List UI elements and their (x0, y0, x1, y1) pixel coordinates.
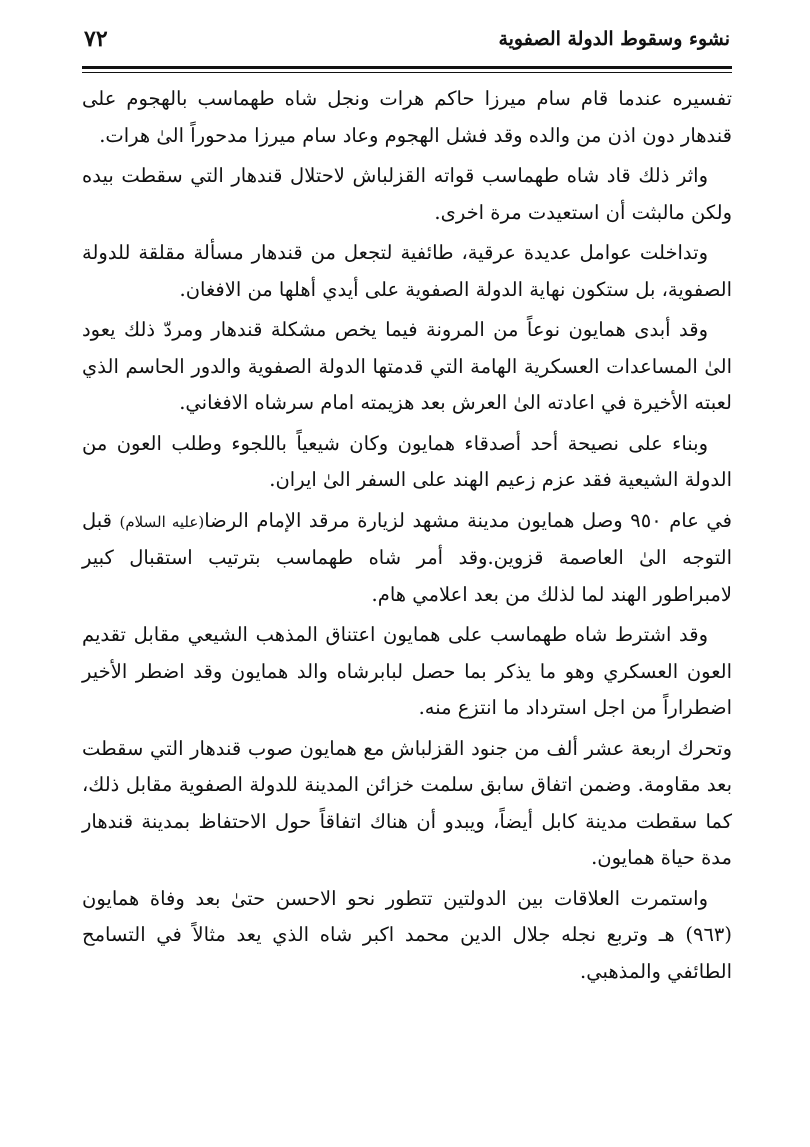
book-page (82, 18, 732, 994)
paragraph: واثر ذلك قاد شاه طهماسب قواته القزلباش لاحتلال قندهار التي سقطت بيده ولكن مالبثت أن استعيدت مرة اخرى. (82, 164, 732, 224)
running-title: نشوء وسقوط الدولة الصفوية (498, 28, 730, 50)
running-header (82, 18, 732, 60)
paragraph-text: في عام ٩٥٠ وصل همايون مدينة مشهد لزيارة مرقد الإمام الرضا (204, 508, 732, 532)
header-rule-thin (82, 72, 732, 73)
header-rule-thick (82, 66, 732, 69)
page-number: ٧٢ (84, 26, 108, 52)
body-text (82, 81, 732, 990)
paragraph: وبناء على نصيحة أحد أصدقاء همايون وكان شيعياً باللجوء وطلب العون من الدولة الشيعية فقد عزم زعيم الهند على السفر الىٰ ايران. (82, 431, 732, 491)
paragraph (82, 503, 732, 614)
paragraph: وقد اشترط شاه طهماسب على همايون اعتناق المذهب الشيعي مقابل تقديم العون العسكري وهو ما يذكر بما حصل لبابرشاه والد همايون وقد اضطر الأخير اضطراراً من اجل استرداد ما انتزع منه. (82, 623, 732, 719)
paragraph: تفسيره عندما قام سام ميرزا حاكم هرات ونجل شاه طهماسب بالهجوم على قندهار دون اذن من والده وقد فشل الهجوم وعاد سام ميرزا مدحوراً الىٰ هرات. (82, 87, 732, 147)
paragraph: وتداخلت عوامل عديدة عرقية، طائفية لتجعل من قندهار مسألة مقلقة للدولة الصفوية، بل ستكون نهاية الدولة الصفوية على أيدي أهلها من الافغان. (82, 241, 732, 301)
paragraph: واستمرت العلاقات بين الدولتين تتطور نحو الاحسن حتىٰ بعد وفاة همايون (٩٦٣) هـ وتربع نجله جلال الدين محمد اكبر شاه الذي يعد مثالاً في التسامح الطائفي والمذهبي. (82, 886, 732, 983)
paragraph: وقد أبدى همايون نوعاً من المرونة فيما يخص مشكلة قندهار ومردّ ذلك يعود الىٰ المساعدات العسكرية الهامة التي قدمتها الدولة الصفوية والدور الحاسم الذي لعبته الأخيرة في اعادته الىٰ العرش بعد هزيمته امام سرشاه الافغاني. (82, 318, 732, 414)
honorific: (عليه السلام) (119, 512, 205, 531)
paragraph: وتحرك اربعة عشر ألف من جنود القزلباش مع همايون صوب قندهار التي سقطت بعد مقاومة. وضمن اتفاق سابق سلمت خزائن المدينة للدولة الصفوية مقابل ذلك، كما سقطت مدينة كابل أيضاً، ويبدو أن هناك اتفاقاً حول الاحتفاظ بمدينة قندهار مدة حياة همايون. (82, 736, 732, 869)
paragraph-text: قبل التوجه الىٰ العاصمة قزوين.وقد أمر شاه طهماسب بترتيب استقبال كبير لامبراطور الهند لما لذلك من بعد اعلامي هام. (82, 508, 732, 606)
